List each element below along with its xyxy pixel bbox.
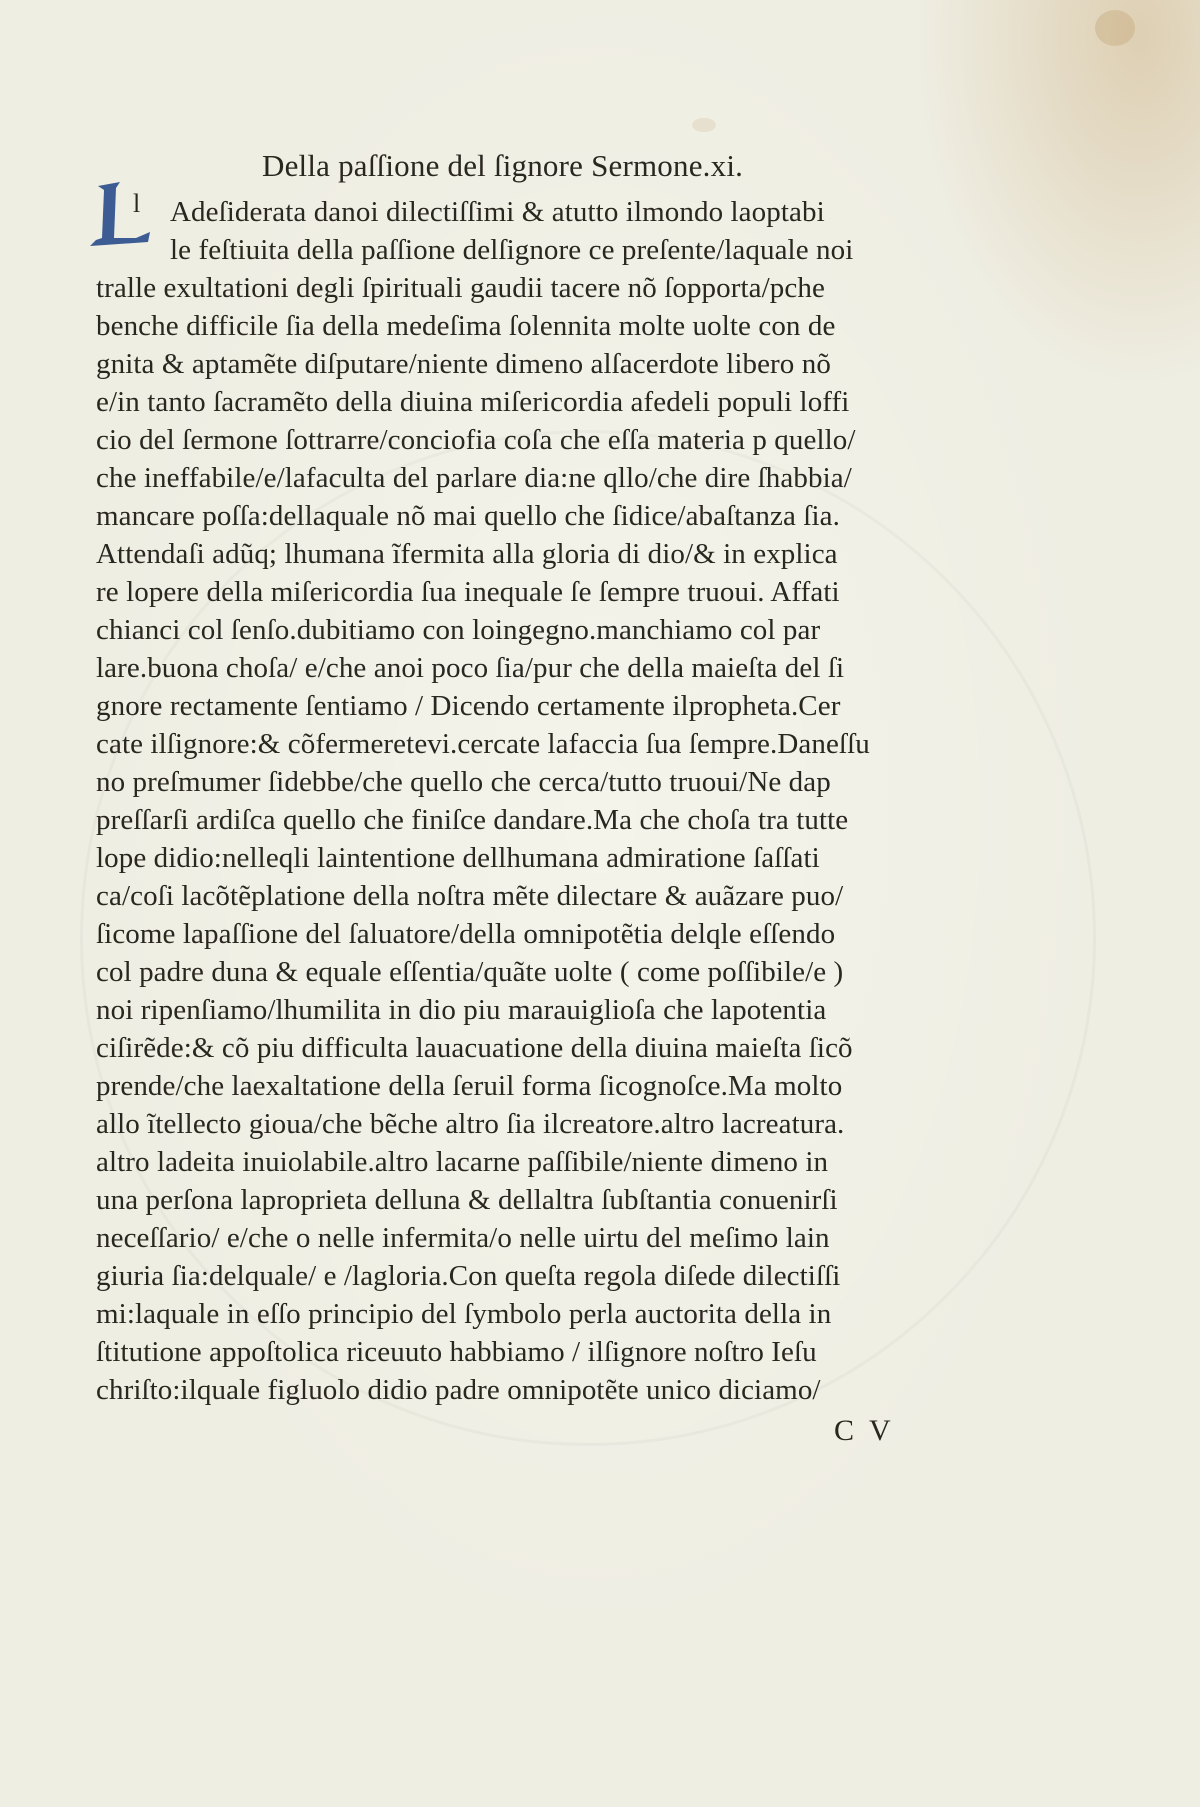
text-line: che ineffabile/e/lafaculta del parlare dia:ne qllo/che dire ſhabbia/ [96, 462, 852, 494]
text-line: le feſtiuita della paſſione delſignore ce preſente/laquale noi [170, 234, 854, 266]
text-line: prende/che laexaltatione della ſeruil forma ſicognoſce.Ma molto [96, 1070, 843, 1102]
text-line: giuria ſia:delquale/ e /lagloria.Con queſta regola diſede dilectiſſi [96, 1260, 841, 1292]
text-line: mancare poſſa:dellaquale nõ mai quello che ſidice/abaſtanza ſia. [96, 500, 840, 532]
text-line: tralle exultationi degli ſpirituali gaudii tacere nõ ſopporta/pche [96, 272, 825, 304]
text-line: cate ilſignore:& cõfermeretevi.cercate lafaccia ſua ſempre.Daneſſu [96, 728, 870, 760]
decorated-initial-letter [86, 180, 152, 254]
text-line: ciſirẽde:& cõ piu difficulta lauacuatione della diuina maieſta ſicõ [96, 1032, 853, 1064]
sermon-header: Della paſſione del ſignore Sermone.xi. [262, 148, 744, 183]
signature-mark: C V [834, 1414, 895, 1447]
text-line: allo ĩtellecto gioua/che bẽche altro ſia ilcreatore.altro lacreatura. [96, 1108, 845, 1140]
text-line: altro ladeita inuiolabile.altro lacarne paſſibile/niente dimeno in [96, 1146, 829, 1178]
blue-initial-l-icon [86, 180, 152, 254]
text-line: noi ripenſiamo/lhumilita in dio piu marauiglioſa che lapotentia [96, 994, 827, 1026]
text-line: cio del ſermone ſottrarre/conciofia coſa che eſſa materia p quello/ [96, 424, 856, 456]
text-line: Attendaſi adũq; lhumana ĩfermita alla gloria di dio/& in explica [96, 538, 838, 570]
text-line: gnore rectamente ſentiamo / Dicendo certamente ilpropheta.Cer [96, 690, 841, 722]
text-line: Adeſiderata danoi dilectiſſimi & atutto ilmondo laoptabi [170, 196, 825, 228]
text-line: re lopere della miſericordia ſua inequale ſe ſempre truoui. Affati [96, 576, 840, 608]
text-line: ſicome lapaſſione del ſaluatore/della omnipotẽtia delqle eſſendo [96, 918, 836, 950]
text-line: ca/coſi lacõtẽplatione della noſtra mẽte dilectare & auãzare puo/ [96, 880, 844, 912]
paper-stain [1095, 10, 1135, 46]
text-line: e/in tanto ſacramẽto della diuina miſericordia afedeli populi loffi [96, 386, 850, 418]
text-line: chianci col ſenſo.dubitiamo con loingegno.manchiamo col par [96, 614, 821, 646]
text-line: una perſona laproprieta delluna & dellaltra ſubſtantia conuenirſi [96, 1184, 838, 1216]
text-line: lope didio:nelleqli laintentione dellhumana admiratione ſaſſati [96, 842, 820, 874]
text-line: benche difficile ſia della medeſima ſolennita molte uolte con de [96, 310, 836, 342]
text-line: no preſmumer ſidebbe/che quello che cerca/tutto truoui/Ne dap [96, 766, 831, 798]
text-line: lare.buona choſa/ e/che anoi poco ſia/pur che della maieſta del ſi [96, 652, 845, 684]
text-line: ſtitutione appoſtolica riceuuto habbiamo / ilſignore noſtro Ieſu [96, 1336, 817, 1368]
guide-letter: l [133, 189, 141, 218]
text-line: col padre duna & equale eſſentia/quãte uolte ( come poſſibile/e ) [96, 956, 844, 988]
text-line: mi:laquale in eſſo principio del ſymbolo perla auctorita della in [96, 1298, 832, 1330]
paper-stain [692, 118, 716, 132]
text-line: neceſſario/ e/che o nelle infermita/o nelle uirtu del meſimo lain [96, 1222, 830, 1254]
text-line: gnita & aptamẽte diſputare/niente dimeno alſacerdote libero nõ [96, 348, 831, 380]
text-line: chriſto:ilquale figluolo didio padre omnipotẽte unico diciamo/ [96, 1374, 821, 1406]
text-line: preſſarſi ardiſca quello che finiſce dandare.Ma che choſa tra tutte [96, 804, 849, 836]
